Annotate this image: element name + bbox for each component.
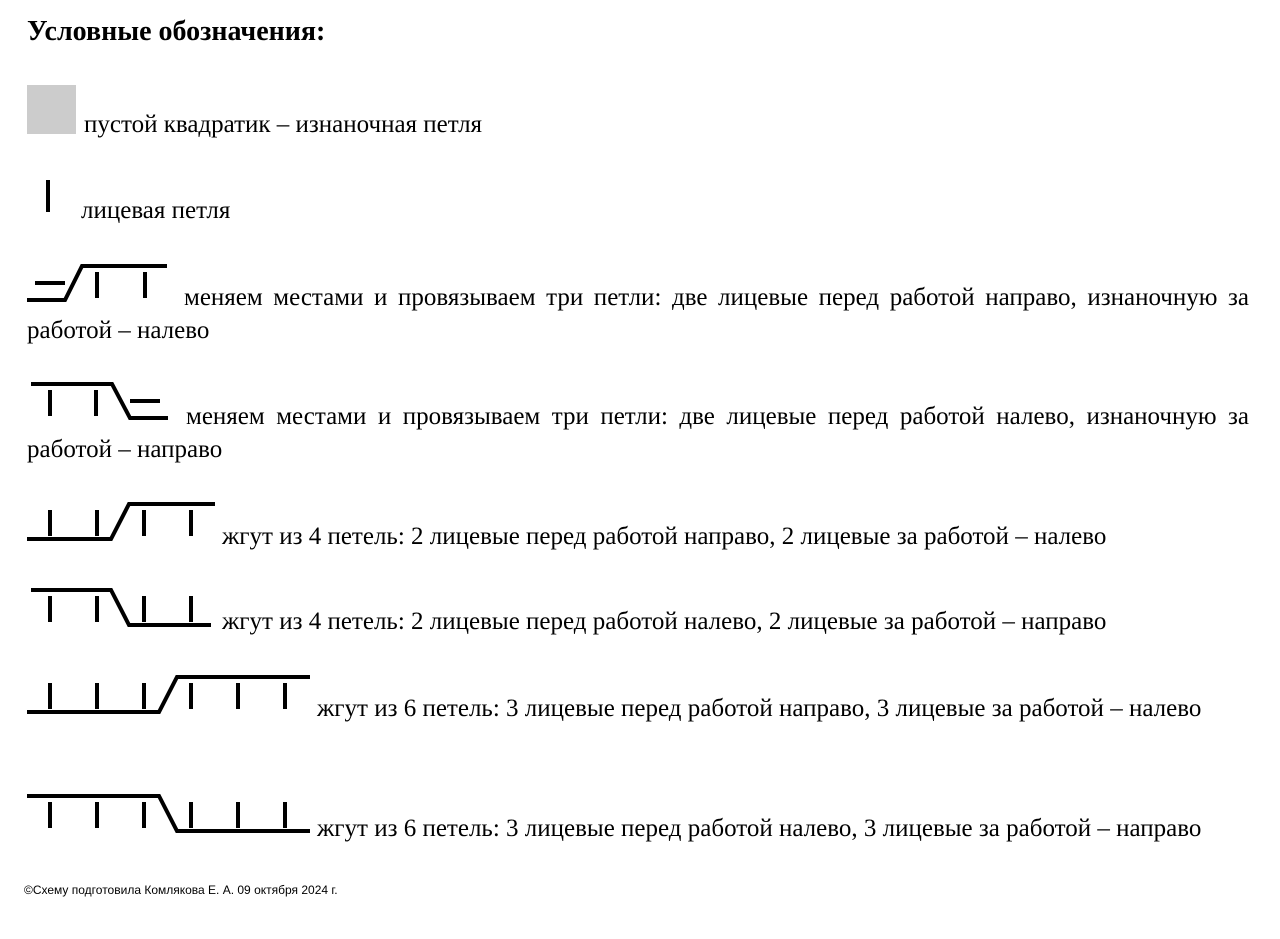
legend-text-cable-4-right: жгут из 4 петель: 2 лицевые перед работой направо, 2 лицевые за работой – налево — [222, 523, 1107, 550]
legend-text-cable-6-right: жгут из 6 петель: 3 лицевые перед работой направо, 3 лицевые за работой – налево — [317, 695, 1202, 722]
legend-title: Условные обозначения: — [27, 16, 326, 47]
knit-stitch-icon — [38, 178, 58, 218]
legend-text-purl: пустой квадратик – изнаночная петля — [84, 111, 483, 138]
legend-text-knit: лицевая петля — [81, 197, 231, 224]
legend-text-cross-3-right: меняем местами и провязываем три петли: две лицевые перед работой направо, изнаночную за работой – налево — [27, 284, 1249, 344]
purl-square-icon — [27, 85, 76, 134]
legend-text-cross-3-left: меняем местами и провязываем три петли: две лицевые перед работой налево, изнаночную за работой – направо — [27, 403, 1249, 463]
cable-4-right-icon — [25, 498, 217, 543]
cable-4-left-icon — [29, 584, 221, 629]
legend-text-cable-6-left: жгут из 6 петель: 3 лицевые перед работой налево, 3 лицевые за работой – направо — [317, 815, 1202, 842]
footer-copyright: ©Схему подготовила Комлякова Е. А. 09 октября 2024 г. — [24, 883, 338, 897]
legend-text-cable-4-left: жгут из 4 петель: 2 лицевые перед работой налево, 2 лицевые за работой – направо — [222, 608, 1107, 635]
